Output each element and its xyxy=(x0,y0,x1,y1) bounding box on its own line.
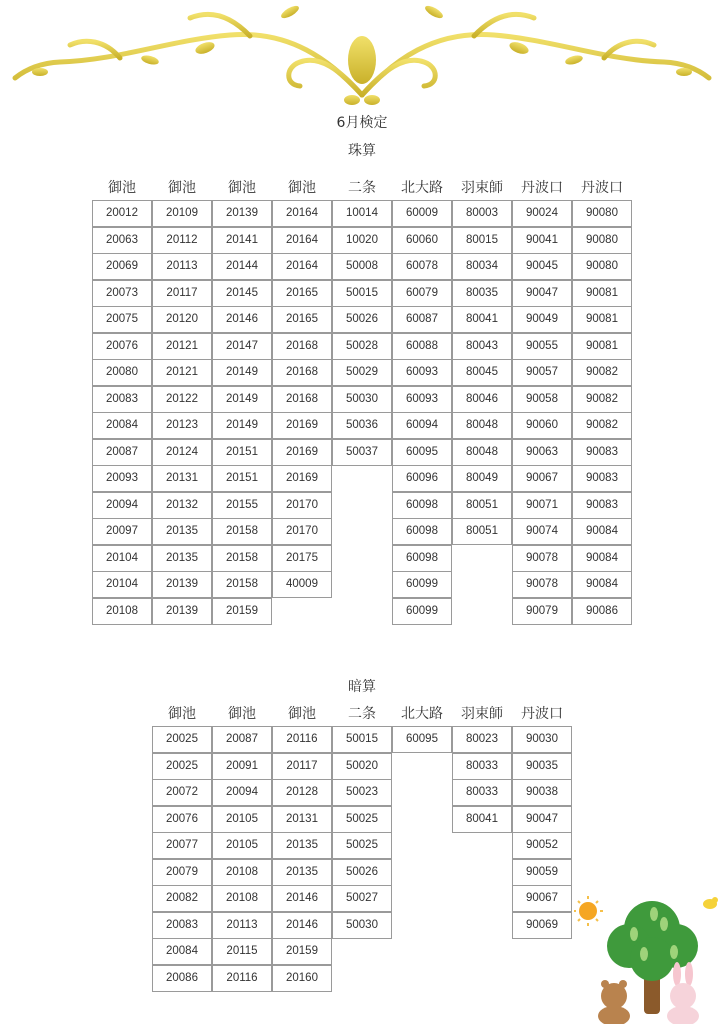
table-cell: 20165 xyxy=(272,280,332,307)
table-title-anzan: 暗算 xyxy=(348,679,376,695)
table-cell: 60093 xyxy=(392,359,452,386)
table-cell: 10014 xyxy=(332,200,392,227)
column-header: 御池 xyxy=(108,180,136,196)
table-cell: 90078 xyxy=(512,545,572,572)
table-cell: 50027 xyxy=(332,885,392,912)
column-header: 御池 xyxy=(288,706,316,722)
table-cell: 20168 xyxy=(272,359,332,386)
column-header: 丹波口 xyxy=(521,180,563,196)
table-cell: 90081 xyxy=(572,333,632,360)
column-header: 丹波口 xyxy=(581,180,623,196)
table-cell: 20158 xyxy=(212,518,272,545)
table-cell: 20124 xyxy=(152,439,212,466)
table-cell: 20087 xyxy=(212,726,272,753)
table-cell: 50023 xyxy=(332,779,392,806)
table-cell: 90059 xyxy=(512,859,572,886)
table-cell: 20075 xyxy=(92,306,152,333)
table-cell: 80033 xyxy=(452,753,512,780)
table-cell: 90067 xyxy=(512,885,572,912)
table-cell: 20113 xyxy=(152,253,212,280)
table-cell: 60009 xyxy=(392,200,452,227)
table-cell: 20122 xyxy=(152,386,212,413)
table-cell: 20105 xyxy=(212,832,272,859)
table-cell: 20146 xyxy=(272,885,332,912)
table-cell: 60095 xyxy=(392,439,452,466)
table-cell: 80049 xyxy=(452,465,512,492)
table-cell: 20080 xyxy=(92,359,152,386)
table-cell: 20087 xyxy=(92,439,152,466)
table-cell: 50008 xyxy=(332,253,392,280)
table-cell: 20131 xyxy=(152,465,212,492)
bear-icon xyxy=(598,980,630,1024)
table-cell: 20158 xyxy=(212,571,272,598)
tree-animals-illustration xyxy=(574,874,724,1024)
table-cell: 20069 xyxy=(92,253,152,280)
table-cell: 90086 xyxy=(572,598,632,625)
table-cell: 20132 xyxy=(152,492,212,519)
table-cell: 20168 xyxy=(272,333,332,360)
table-cell: 80043 xyxy=(452,333,512,360)
table-cell: 90080 xyxy=(572,227,632,254)
table-cell: 20109 xyxy=(152,200,212,227)
table-cell: 20121 xyxy=(152,333,212,360)
table-cell: 20141 xyxy=(212,227,272,254)
table-cell: 20144 xyxy=(212,253,272,280)
column-header: 北大路 xyxy=(401,180,443,196)
table-cell: 60096 xyxy=(392,465,452,492)
table-cell: 80003 xyxy=(452,200,512,227)
table-cell: 90047 xyxy=(512,806,572,833)
table-cell: 90079 xyxy=(512,598,572,625)
table-cell: 20105 xyxy=(212,806,272,833)
table-cell: 60099 xyxy=(392,571,452,598)
table-cell: 90060 xyxy=(512,412,572,439)
table-cell: 90078 xyxy=(512,571,572,598)
table-cell: 90080 xyxy=(572,253,632,280)
table-cell: 20147 xyxy=(212,333,272,360)
bird-icon xyxy=(703,897,718,909)
table-cell: 90041 xyxy=(512,227,572,254)
table-cell: 20120 xyxy=(152,306,212,333)
table-cell: 90045 xyxy=(512,253,572,280)
table-cell: 20084 xyxy=(92,412,152,439)
table-cell: 60099 xyxy=(392,598,452,625)
table-cell: 80051 xyxy=(452,518,512,545)
table-cell: 60093 xyxy=(392,386,452,413)
table-cell: 20083 xyxy=(92,386,152,413)
table-cell: 20151 xyxy=(212,439,272,466)
table-cell: 20155 xyxy=(212,492,272,519)
table-cell: 20146 xyxy=(272,912,332,939)
table-cell: 90058 xyxy=(512,386,572,413)
table-cell: 20116 xyxy=(212,965,272,992)
table-cell: 20165 xyxy=(272,306,332,333)
table-cell: 20168 xyxy=(272,386,332,413)
table-cell: 20012 xyxy=(92,200,152,227)
column-header: 御池 xyxy=(168,706,196,722)
table-cell: 90083 xyxy=(572,492,632,519)
column-header: 北大路 xyxy=(401,706,443,722)
table-cell: 20072 xyxy=(152,779,212,806)
table-cell: 20115 xyxy=(212,938,272,965)
table-cell: 50029 xyxy=(332,359,392,386)
table-cell: 90063 xyxy=(512,439,572,466)
table-cell: 80048 xyxy=(452,412,512,439)
table-cell: 20135 xyxy=(272,832,332,859)
table-cell: 50026 xyxy=(332,859,392,886)
table-cell: 20073 xyxy=(92,280,152,307)
table-cell: 90047 xyxy=(512,280,572,307)
sun-icon xyxy=(574,896,603,926)
table-cell: 20159 xyxy=(272,938,332,965)
table-cell: 50028 xyxy=(332,333,392,360)
table-cell: 90080 xyxy=(572,200,632,227)
table-cell: 80035 xyxy=(452,280,512,307)
table-cell: 80034 xyxy=(452,253,512,280)
table-cell: 60098 xyxy=(392,545,452,572)
table-cell: 90084 xyxy=(572,571,632,598)
table-cell: 20139 xyxy=(152,571,212,598)
table-cell: 60094 xyxy=(392,412,452,439)
table-cell: 20169 xyxy=(272,465,332,492)
table-cell: 20086 xyxy=(152,965,212,992)
table-cell: 20084 xyxy=(152,938,212,965)
table-cell: 50020 xyxy=(332,753,392,780)
table-cell: 20108 xyxy=(92,598,152,625)
table-cell: 20170 xyxy=(272,518,332,545)
table-cell: 90030 xyxy=(512,726,572,753)
table-cell: 50026 xyxy=(332,306,392,333)
column-header: 二条 xyxy=(348,180,376,196)
table-cell: 50030 xyxy=(332,912,392,939)
table-cell: 20158 xyxy=(212,545,272,572)
table-cell: 20117 xyxy=(272,753,332,780)
table-cell: 90084 xyxy=(572,518,632,545)
table-cell: 20146 xyxy=(212,306,272,333)
column-header: 御池 xyxy=(288,180,316,196)
table-cell: 20025 xyxy=(152,753,212,780)
table-cell: 20113 xyxy=(212,912,272,939)
table-cell: 20093 xyxy=(92,465,152,492)
table-cell: 60098 xyxy=(392,492,452,519)
table-cell: 90052 xyxy=(512,832,572,859)
table-cell: 20175 xyxy=(272,545,332,572)
table-cell: 20160 xyxy=(272,965,332,992)
table-cell: 60060 xyxy=(392,227,452,254)
table-cell: 50030 xyxy=(332,386,392,413)
table-cell: 90082 xyxy=(572,386,632,413)
table-cell: 90038 xyxy=(512,779,572,806)
table-cell: 20117 xyxy=(152,280,212,307)
table-cell: 20121 xyxy=(152,359,212,386)
decorative-ornament xyxy=(0,0,724,115)
table-cell: 20135 xyxy=(152,545,212,572)
table-cell: 80015 xyxy=(452,227,512,254)
table-cell: 20025 xyxy=(152,726,212,753)
table-cell: 40009 xyxy=(272,571,332,598)
table-cell: 50015 xyxy=(332,280,392,307)
column-header: 羽束師 xyxy=(461,706,503,722)
table-cell: 90081 xyxy=(572,306,632,333)
column-header: 丹波口 xyxy=(521,706,563,722)
table-cell: 90081 xyxy=(572,280,632,307)
table-cell: 20091 xyxy=(212,753,272,780)
column-header: 羽束師 xyxy=(461,180,503,196)
table-cell: 20139 xyxy=(212,200,272,227)
table-cell: 20135 xyxy=(152,518,212,545)
table-cell: 20076 xyxy=(92,333,152,360)
table-cell: 50015 xyxy=(332,726,392,753)
table-cell: 60088 xyxy=(392,333,452,360)
table-cell: 50025 xyxy=(332,806,392,833)
table-cell: 20108 xyxy=(212,859,272,886)
table-cell: 20076 xyxy=(152,806,212,833)
table-cell: 90049 xyxy=(512,306,572,333)
table-cell: 90055 xyxy=(512,333,572,360)
page-title: 6月検定 xyxy=(336,115,388,131)
table-title-soroban: 珠算 xyxy=(348,143,376,159)
table-cell: 20135 xyxy=(272,859,332,886)
table-cell: 90067 xyxy=(512,465,572,492)
table-cell: 20079 xyxy=(152,859,212,886)
table-cell: 90057 xyxy=(512,359,572,386)
table-cell: 80041 xyxy=(452,306,512,333)
table-cell: 20164 xyxy=(272,253,332,280)
table-cell: 90083 xyxy=(572,465,632,492)
table-cell: 80046 xyxy=(452,386,512,413)
table-cell: 20131 xyxy=(272,806,332,833)
table-cell: 60078 xyxy=(392,253,452,280)
table-cell: 50025 xyxy=(332,832,392,859)
table-cell: 80023 xyxy=(452,726,512,753)
table-cell: 20063 xyxy=(92,227,152,254)
table-cell: 20104 xyxy=(92,545,152,572)
table-cell: 20104 xyxy=(92,571,152,598)
column-header: 御池 xyxy=(228,180,256,196)
table-cell: 20149 xyxy=(212,386,272,413)
table-cell: 80048 xyxy=(452,439,512,466)
table-cell: 20116 xyxy=(272,726,332,753)
table-cell: 60095 xyxy=(392,726,452,753)
table-cell: 20108 xyxy=(212,885,272,912)
table-cell: 20139 xyxy=(152,598,212,625)
table-cell: 90082 xyxy=(572,359,632,386)
table-cell: 20149 xyxy=(212,359,272,386)
table-cell: 90071 xyxy=(512,492,572,519)
column-header: 二条 xyxy=(348,706,376,722)
table-cell: 20164 xyxy=(272,200,332,227)
table-cell: 60087 xyxy=(392,306,452,333)
table-cell: 90074 xyxy=(512,518,572,545)
column-header: 御池 xyxy=(228,706,256,722)
table-cell: 20077 xyxy=(152,832,212,859)
table-cell: 20149 xyxy=(212,412,272,439)
table-cell: 10020 xyxy=(332,227,392,254)
table-cell: 90035 xyxy=(512,753,572,780)
table-cell: 20151 xyxy=(212,465,272,492)
table-cell: 90082 xyxy=(572,412,632,439)
table-cell: 20094 xyxy=(212,779,272,806)
table-cell: 20097 xyxy=(92,518,152,545)
table-cell: 50036 xyxy=(332,412,392,439)
table-cell: 80051 xyxy=(452,492,512,519)
table-cell: 20082 xyxy=(152,885,212,912)
rabbit-icon xyxy=(667,962,699,1024)
column-header: 御池 xyxy=(168,180,196,196)
table-cell: 20094 xyxy=(92,492,152,519)
table-cell: 80045 xyxy=(452,359,512,386)
table-cell: 60079 xyxy=(392,280,452,307)
table-cell: 20169 xyxy=(272,439,332,466)
table-cell: 20145 xyxy=(212,280,272,307)
table-cell: 90084 xyxy=(572,545,632,572)
table-cell: 80033 xyxy=(452,779,512,806)
table-cell: 60098 xyxy=(392,518,452,545)
table-cell: 80041 xyxy=(452,806,512,833)
table-cell: 90083 xyxy=(572,439,632,466)
table-cell: 90069 xyxy=(512,912,572,939)
table-cell: 20170 xyxy=(272,492,332,519)
table-cell: 90024 xyxy=(512,200,572,227)
table-cell: 50037 xyxy=(332,439,392,466)
table-cell: 20169 xyxy=(272,412,332,439)
table-cell: 20164 xyxy=(272,227,332,254)
table-cell: 20123 xyxy=(152,412,212,439)
table-cell: 20112 xyxy=(152,227,212,254)
table-cell: 20128 xyxy=(272,779,332,806)
table-cell: 20159 xyxy=(212,598,272,625)
table-cell: 20083 xyxy=(152,912,212,939)
